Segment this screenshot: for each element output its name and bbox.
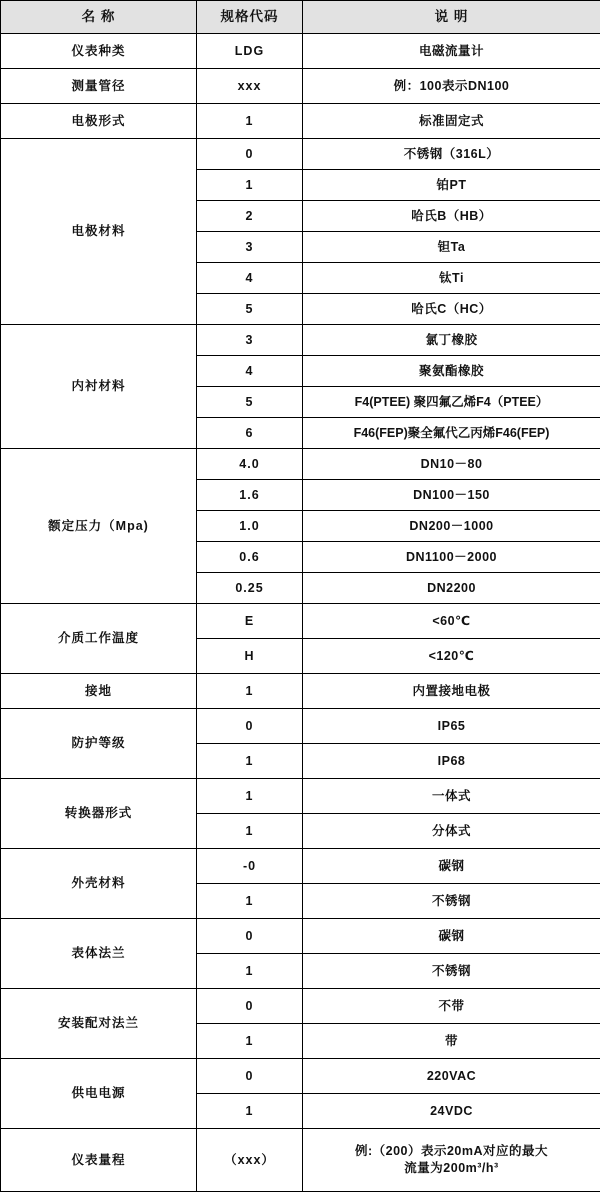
spec-description-cell: IP65 bbox=[303, 709, 600, 744]
table-header-row bbox=[1, 1, 600, 34]
spec-code-cell: 0 bbox=[197, 989, 303, 1024]
spec-code-cell: 0 bbox=[197, 1059, 303, 1094]
row-label: 测量管径 bbox=[1, 69, 197, 104]
spec-description-cell: 哈氏B（HB） bbox=[303, 201, 600, 232]
spec-code-cell: xxx bbox=[197, 69, 303, 104]
row-label: 仪表种类 bbox=[1, 34, 197, 69]
row-label: 防护等级 bbox=[1, 709, 197, 779]
spec-code-cell: 4 bbox=[197, 356, 303, 387]
table-row bbox=[1, 849, 600, 884]
spec-description-cell: DN100－150 bbox=[303, 480, 600, 511]
table-row bbox=[1, 779, 600, 814]
table-row bbox=[1, 69, 600, 104]
spec-description-cell: 不锈钢（316L） bbox=[303, 139, 600, 170]
spec-code-cell: E bbox=[197, 604, 303, 639]
spec-description-cell: 220VAC bbox=[303, 1059, 600, 1094]
row-label: 内衬材料 bbox=[1, 325, 197, 449]
spec-code-cell: 0 bbox=[197, 919, 303, 954]
spec-description-cell: 碳钢 bbox=[303, 919, 600, 954]
table-row bbox=[1, 34, 600, 69]
spec-code-cell: 1 bbox=[197, 814, 303, 849]
row-label: 电极材料 bbox=[1, 139, 197, 325]
spec-description-cell: 碳钢 bbox=[303, 849, 600, 884]
spec-code-cell: 1 bbox=[197, 1024, 303, 1059]
spec-code-cell: 0.6 bbox=[197, 542, 303, 573]
row-label: 外壳材料 bbox=[1, 849, 197, 919]
column-header-code: 规格代码 bbox=[197, 1, 303, 34]
spec-description-cell: 例:（200）表示20mA对应的最大 流量为200m³/h³ bbox=[303, 1129, 600, 1192]
table-row bbox=[1, 449, 600, 480]
table-row bbox=[1, 325, 600, 356]
table-row bbox=[1, 104, 600, 139]
spec-description-cell: DN10－80 bbox=[303, 449, 600, 480]
spec-code-cell: 1.0 bbox=[197, 511, 303, 542]
spec-code-cell: 1 bbox=[197, 779, 303, 814]
spec-description-cell: 氯丁橡胶 bbox=[303, 325, 600, 356]
spec-code-cell: 2 bbox=[197, 201, 303, 232]
spec-description-cell: 哈氏C（HC） bbox=[303, 294, 600, 325]
spec-code-cell: 4.0 bbox=[197, 449, 303, 480]
table-row bbox=[1, 604, 600, 639]
spec-description-cell: DN2200 bbox=[303, 573, 600, 604]
table-row bbox=[1, 1129, 600, 1192]
spec-description-cell: 电磁流量计 bbox=[303, 34, 600, 69]
spec-code-cell: 4 bbox=[197, 263, 303, 294]
row-label: 介质工作温度 bbox=[1, 604, 197, 674]
spec-description-cell: 不锈钢 bbox=[303, 954, 600, 989]
spec-description-cell: 铂PT bbox=[303, 170, 600, 201]
spec-description-cell: 24VDC bbox=[303, 1094, 600, 1129]
spec-description-cell: 带 bbox=[303, 1024, 600, 1059]
spec-code-cell: 0 bbox=[197, 709, 303, 744]
row-label: 仪表量程 bbox=[1, 1129, 197, 1192]
spec-description-cell: 不带 bbox=[303, 989, 600, 1024]
spec-description-cell: 分体式 bbox=[303, 814, 600, 849]
spec-code-cell: 3 bbox=[197, 325, 303, 356]
table-row bbox=[1, 139, 600, 170]
table-row bbox=[1, 989, 600, 1024]
spec-description-cell: 不锈钢 bbox=[303, 884, 600, 919]
column-header-name: 名 称 bbox=[1, 1, 197, 34]
spec-code-cell: 1 bbox=[197, 1094, 303, 1129]
row-label: 表体法兰 bbox=[1, 919, 197, 989]
spec-description-cell: 一体式 bbox=[303, 779, 600, 814]
spec-code-cell: 1 bbox=[197, 954, 303, 989]
spec-code-cell: 1 bbox=[197, 170, 303, 201]
spec-code-cell: H bbox=[197, 639, 303, 674]
spec-code-cell: 1 bbox=[197, 674, 303, 709]
spec-description-cell: 标准固定式 bbox=[303, 104, 600, 139]
row-label: 安装配对法兰 bbox=[1, 989, 197, 1059]
spec-code-cell: 3 bbox=[197, 232, 303, 263]
spec-code-cell: 1 bbox=[197, 884, 303, 919]
spec-description-cell: DN200－1000 bbox=[303, 511, 600, 542]
spec-description-cell: 内置接地电极 bbox=[303, 674, 600, 709]
spec-description-cell: 例：100表示DN100 bbox=[303, 69, 600, 104]
spec-description-cell: <60℃ bbox=[303, 604, 600, 639]
table-row bbox=[1, 709, 600, 744]
spec-code-cell: 0 bbox=[197, 139, 303, 170]
spec-code-cell: -0 bbox=[197, 849, 303, 884]
spec-code-cell: 5 bbox=[197, 387, 303, 418]
spec-code-cell: LDG bbox=[197, 34, 303, 69]
spec-description-cell: 聚氨酯橡胶 bbox=[303, 356, 600, 387]
row-label: 供电电源 bbox=[1, 1059, 197, 1129]
row-label: 额定压力（Mpa) bbox=[1, 449, 197, 604]
spec-description-cell: F4(PTEE) 聚四氟乙烯F4（PTEE） bbox=[303, 387, 600, 418]
row-label: 电极形式 bbox=[1, 104, 197, 139]
column-header-description: 说 明 bbox=[303, 1, 600, 34]
spec-description-cell: F46(FEP)聚全氟代乙丙烯F46(FEP) bbox=[303, 418, 600, 449]
spec-code-cell: 6 bbox=[197, 418, 303, 449]
row-label: 接地 bbox=[1, 674, 197, 709]
spec-description-cell: 钛Ti bbox=[303, 263, 600, 294]
table-row bbox=[1, 674, 600, 709]
table-row bbox=[1, 1059, 600, 1094]
table-body bbox=[1, 34, 600, 1192]
spec-code-cell: 1 bbox=[197, 744, 303, 779]
spec-description-cell: DN1100－2000 bbox=[303, 542, 600, 573]
table-row bbox=[1, 919, 600, 954]
spec-code-cell: 1 bbox=[197, 104, 303, 139]
spec-code-cell: （xxx） bbox=[197, 1129, 303, 1192]
spec-code-cell: 5 bbox=[197, 294, 303, 325]
spec-description-cell: <120℃ bbox=[303, 639, 600, 674]
spec-description-cell: 钽Ta bbox=[303, 232, 600, 263]
row-label: 转换器形式 bbox=[1, 779, 197, 849]
table-header bbox=[1, 1, 600, 34]
spec-description-cell: IP68 bbox=[303, 744, 600, 779]
spec-code-cell: 0.25 bbox=[197, 573, 303, 604]
spec-code-cell: 1.6 bbox=[197, 480, 303, 511]
